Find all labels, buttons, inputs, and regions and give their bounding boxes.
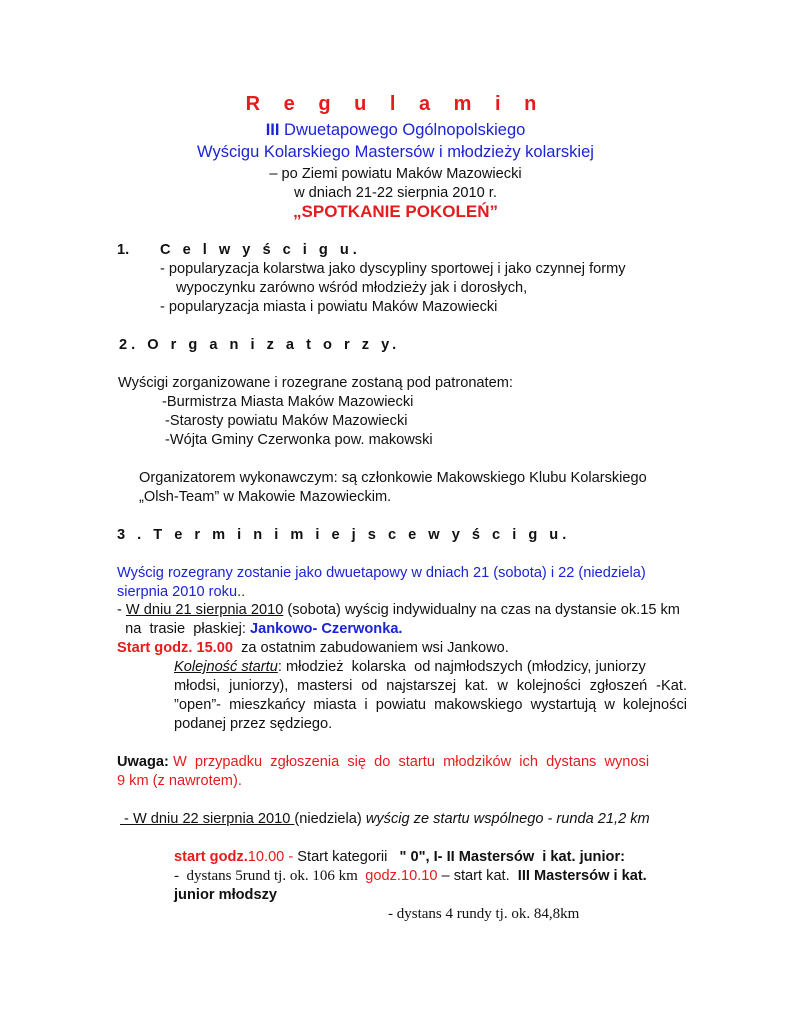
goal-item-1-continued: wypoczynku zarówno wśród młodzieży jak i dorosłych, — [176, 280, 528, 296]
executive-organizer: Organizatorem wykonawczym: są członkowie Makowskiego Klubu Kolarskiego — [139, 470, 647, 486]
patron-2: -Starosty powiatu Maków Mazowiecki — [165, 413, 408, 429]
day-2-categories-2-continued: junior młodszy — [174, 887, 277, 903]
day-2-distance-2: - dystans 4 rundy tj. ok. 84,8km — [388, 906, 580, 922]
day-2-categories-2: III Mastersów i kat. — [517, 868, 647, 884]
day-2-start-line — [174, 848, 625, 867]
day-1-route-label: na trasie płaskiej: — [117, 621, 251, 637]
start-order-line-3: ”open”- mieszkańcy miasta i powiatu makowskiego wystartują w kolejności — [174, 697, 687, 713]
day-2-start-label: start godz. — [174, 849, 248, 865]
race-dates-line-2: sierpnia 2010 roku.. — [117, 584, 246, 600]
section-1-number: 1. — [117, 242, 130, 258]
start-order-line-2: młodsi, juniorzy), mastersi od najstarszej kat. w kolejności zgłoszeń -Kat. — [174, 678, 687, 694]
day-2-start-time-2: godz.10.10 — [365, 868, 438, 884]
day-2-date: - W dniu 22 sierpnia 2010 — [120, 811, 295, 827]
section-1-heading: C e l w y ś c i g u. — [160, 242, 361, 258]
day-2-distance-line — [174, 867, 647, 886]
executive-organizer-continued: „Olsh-Team” w Makowie Mazowieckim. — [139, 489, 392, 505]
document-title: R e g u l a m i n — [245, 93, 546, 115]
note-line-1 — [117, 753, 687, 772]
subtitle-line-2: Wyścigu Kolarskiego Mastersów i młodzieży kolarskiej — [197, 143, 594, 161]
start-order-line-1 — [174, 658, 646, 677]
patron-1: -Burmistrza Miasta Maków Mazowiecki — [162, 394, 414, 410]
subtitle-line-1-text: Dwuetapowego Ogólnopolskiego — [284, 121, 526, 139]
day-1-date: W dniu 21 sierpnia 2010 — [125, 602, 284, 618]
day-2-start-time: 10.00 - — [247, 849, 298, 865]
day-2-category-prefix: Start kategorii — [297, 849, 396, 865]
start-order-text-1: : młodzież kolarska od najmłodszych (młodzicy, juniorzy — [277, 659, 646, 675]
day-1-start-time: Start godz. 15.00 — [117, 640, 233, 656]
note-line-2: 9 km (z nawrotem). — [117, 773, 242, 789]
day-1-route: Jankowo- Czerwonka. — [250, 621, 403, 637]
note-label: Uwaga: — [117, 754, 169, 770]
section-3-heading: 3 . T e r m i n i m i e j s c e w y ś c i g u. — [117, 527, 571, 543]
motto: „SPOTKANIE POKOLEŃ” — [293, 202, 498, 221]
day-2-start-2: – start kat. — [437, 868, 518, 884]
start-order-label: Kolejność startu — [174, 659, 278, 675]
start-order-line-4: podanej przez sędziego. — [174, 716, 333, 732]
day-1-line — [117, 601, 680, 620]
subtitle-line-4: w dniach 21-22 sierpnia 2010 r. — [294, 185, 497, 201]
section-2-heading: 2. O r g a n i z a t o r z y. — [119, 337, 401, 353]
edition-number: III — [265, 121, 280, 139]
day-2-distance-1: - dystans 5rund tj. ok. 106 km — [174, 868, 366, 884]
day-2-line — [120, 810, 650, 829]
day-1-dash: - — [117, 602, 126, 618]
day-1-start-place: za ostatnim zabudowaniem wsi Jankowo. — [232, 640, 509, 656]
goal-item-1: - popularyzacja kolarstwa jako dyscypliny sportowej i jako czynnej formy — [160, 261, 626, 277]
day-1-start-line — [117, 639, 509, 658]
goal-item-2: - popularyzacja miasta i powiatu Maków Mazowiecki — [160, 299, 498, 315]
day-1-description: (sobota) wyścig indywidualny na czas na dystansie ok.15 km — [283, 602, 680, 618]
note-text-1: W przypadku zgłoszenia się do startu młodzików ich dystans wynosi — [168, 754, 650, 770]
day-2-description: wyścig ze startu wspólnego - runda 21,2 km — [365, 811, 650, 827]
race-dates-line-1: Wyścig rozegrany zostanie jako dwuetapowy w dniach 21 (sobota) i 22 (niedziela) — [117, 565, 646, 581]
patron-3: -Wójta Gminy Czerwonka pow. makowski — [165, 432, 433, 448]
subtitle-line-1 — [0, 121, 791, 140]
day-2-weekday: (niedziela) — [294, 811, 366, 827]
subtitle-line-3: – po Ziemi powiatu Maków Mazowiecki — [269, 166, 522, 182]
day-1-route-line — [117, 620, 403, 639]
patronage-intro: Wyścigi zorganizowane i rozegrane zostaną pod patronatem: — [118, 375, 513, 391]
day-2-categories: " 0", I- II Mastersów i kat. junior: — [395, 849, 625, 865]
